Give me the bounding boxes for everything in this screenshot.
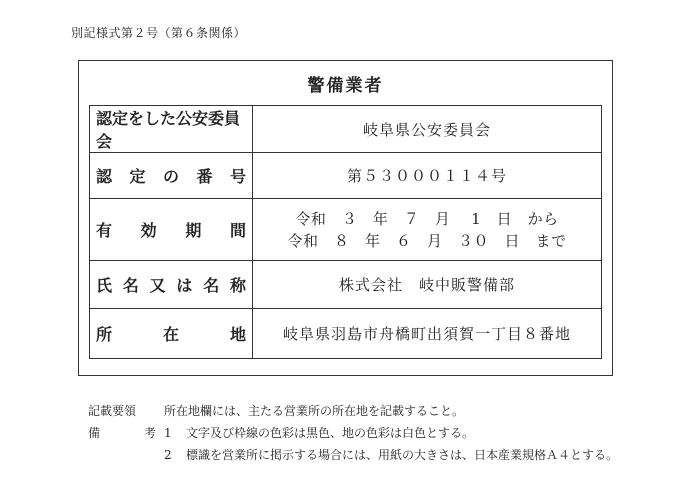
note-biko-1-text: 文字及び枠線の色彩は黒色、地の色彩は白色とする。 — [186, 426, 475, 440]
label-name: 氏 名 又 は 名 称 — [90, 261, 253, 309]
label-period: 有 効 期 間 — [90, 199, 253, 261]
note-biko-2-text: 標識を営業所に掲示する場合には、用紙の大きさは、日本産業規格Ａ４とする。 — [186, 448, 619, 462]
value-commission: 岐阜県公安委員会 — [253, 106, 602, 153]
label-number: 認 定 の 番 号 — [90, 153, 253, 199]
row-name — [90, 261, 602, 309]
note-biko-2-num: 2 — [164, 448, 172, 462]
period-start: 令和 ３ 年 ７ 月 1 日 から — [295, 209, 559, 228]
value-name: 株式会社 岐中販警備部 — [253, 261, 602, 309]
form-title: 別記様式第２号（第６条関係） — [71, 26, 247, 40]
certificate-frame — [78, 60, 613, 376]
note-kisai-label: 記載要領 — [88, 404, 137, 418]
value-address: 岐阜県羽島市舟橋町出須賀一丁目８番地 — [253, 309, 602, 359]
note-biko-1-num: 1 — [164, 426, 172, 440]
value-period — [253, 199, 602, 261]
row-address — [90, 309, 602, 359]
note-biko-1 — [88, 422, 618, 444]
value-number: 第５３０００１１４号 — [253, 153, 602, 199]
note-kisai-text: 所在地欄には、主たる営業所の所在地を記載すること。 — [164, 404, 465, 418]
note-kisai — [88, 400, 618, 422]
notes — [88, 400, 618, 466]
row-period — [90, 199, 602, 261]
note-biko-2 — [164, 444, 618, 466]
label-commission: 認定をした公安委員会 — [90, 106, 253, 153]
row-commission — [90, 106, 602, 153]
period-end: 令和 ８ 年 ６ 月 ３０ 日 まで — [287, 231, 567, 250]
note-biko-label: 備 考 — [88, 426, 156, 440]
certificate-table — [89, 105, 602, 359]
label-address: 所 在 地 — [90, 309, 253, 359]
certificate-heading: 警備業者 — [307, 76, 384, 96]
row-number — [90, 153, 602, 199]
